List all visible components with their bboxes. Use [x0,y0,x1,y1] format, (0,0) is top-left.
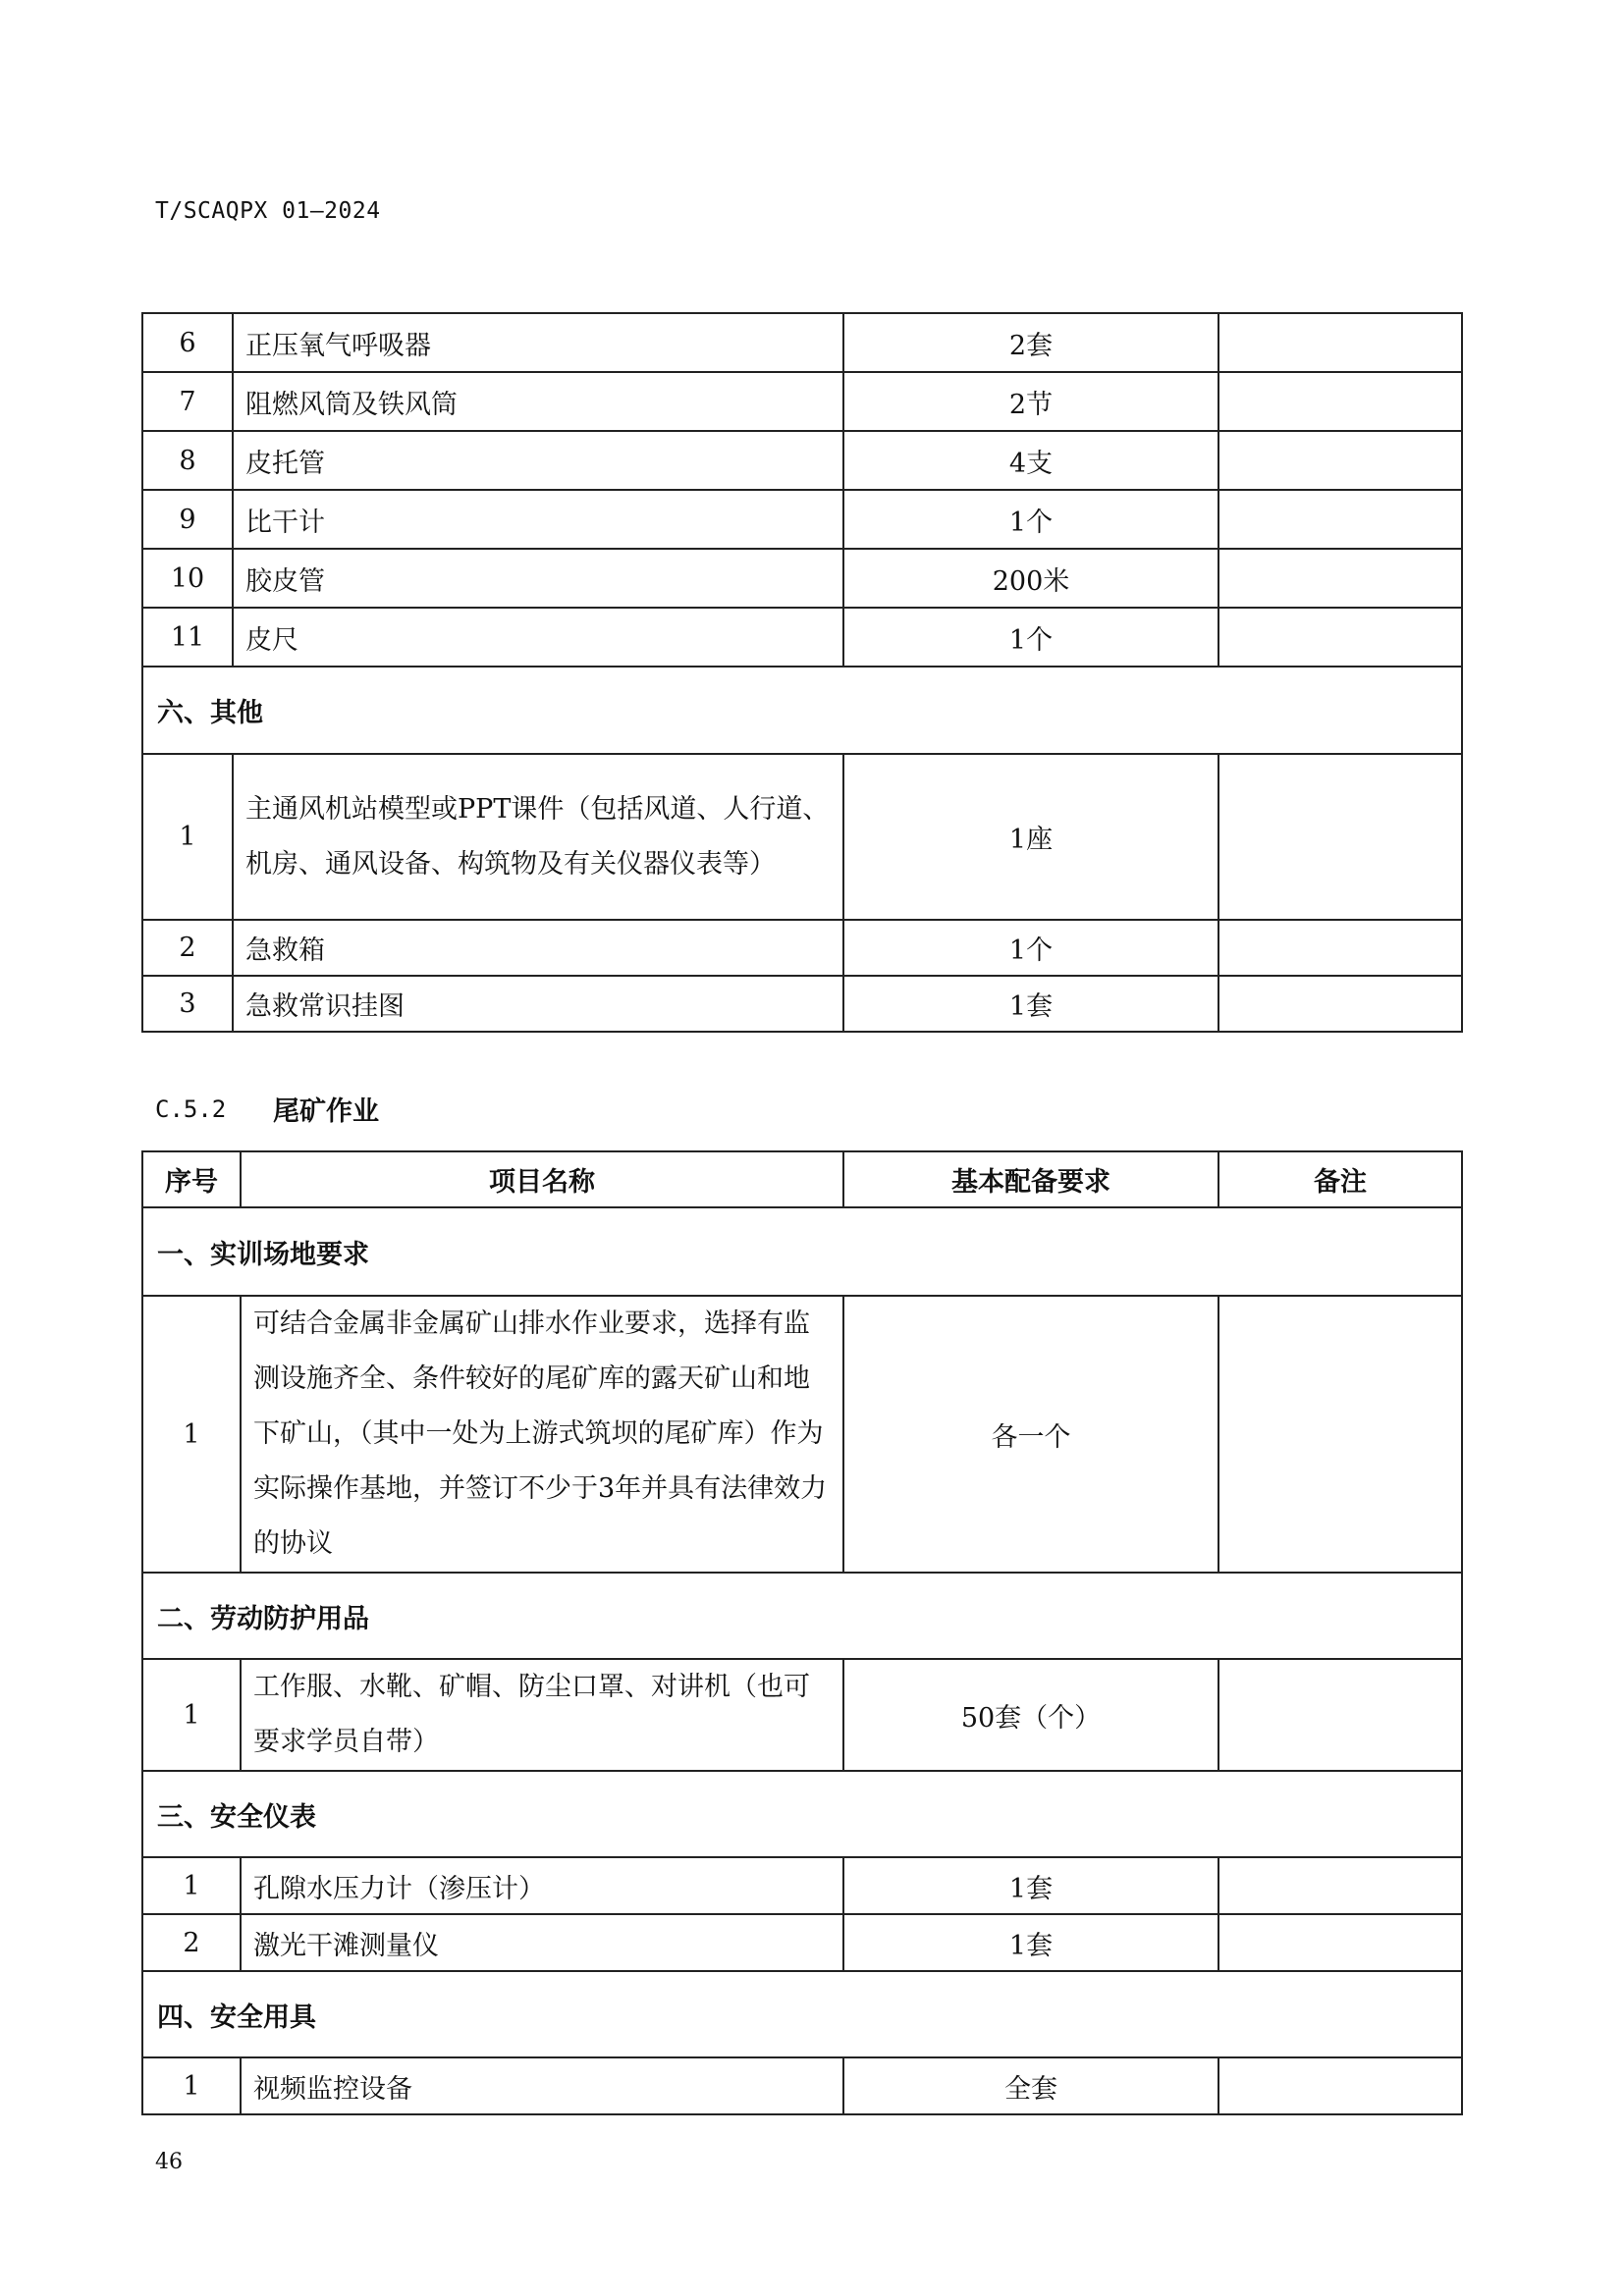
header-number: 序号 [142,1151,241,1207]
header-row [142,1151,1462,1207]
item-note [1218,1296,1462,1573]
row-number: 9 [142,490,233,549]
item-name: 正压氧气呼吸器 [233,313,843,372]
item-name: 皮尺 [233,608,843,667]
item-name: 胶皮管 [233,549,843,608]
item-name: 阻燃风筒及铁风筒 [233,372,843,431]
row-number: 1 [142,1857,241,1914]
table-row [142,608,1462,667]
table-row [142,920,1462,976]
item-requirement: 1套 [843,976,1218,1032]
item-note [1218,1857,1462,1914]
table-row [142,549,1462,608]
category-heading: 一、实训场地要求 [142,1207,1462,1296]
item-note [1218,2057,1462,2114]
standard-code: T/SCAQPX 01—2024 [155,198,381,224]
item-note [1218,608,1462,667]
item-name: 可结合金属非金属矿山排水作业要求，选择有监测设施齐全、条件较好的尾矿库的露天矿山和地下矿山，（其中一处为上游式筑坝的尾矿库）作为实际操作基地，并签订不少于3年并具有法律效力的协议 [241,1296,843,1573]
item-name: 工作服、水靴、矿帽、防尘口罩、对讲机（也可要求学员自带） [241,1659,843,1771]
item-requirement: 4支 [843,431,1218,490]
category-heading: 四、安全用具 [142,1971,1462,2057]
row-number: 7 [142,372,233,431]
equipment-table-continued [141,312,1463,1033]
row-number: 10 [142,549,233,608]
row-number: 11 [142,608,233,667]
row-number: 2 [142,1914,241,1971]
item-requirement: 50套（个） [843,1659,1218,1771]
row-number: 6 [142,313,233,372]
item-requirement: 1套 [843,1857,1218,1914]
table-row [142,431,1462,490]
category-row [142,1573,1462,1659]
item-name: 急救常识挂图 [233,976,843,1032]
row-number: 3 [142,976,233,1032]
item-note [1218,754,1462,920]
table-row [142,976,1462,1032]
section-number: C.5.2 [155,1095,227,1123]
item-requirement: 200米 [843,549,1218,608]
item-note [1218,549,1462,608]
tailings-equipment-table [141,1150,1463,2115]
category-heading: 二、劳动防护用品 [142,1573,1462,1659]
page-number: 46 [155,2150,183,2174]
row-number: 1 [142,1659,241,1771]
item-requirement: 全套 [843,2057,1218,2114]
category-row [142,1971,1462,2057]
item-requirement: 1座 [843,754,1218,920]
item-requirement: 2套 [843,313,1218,372]
category-heading: 三、安全仪表 [142,1771,1462,1857]
header-item-name: 项目名称 [241,1151,843,1207]
table-row [142,313,1462,372]
header-requirement: 基本配备要求 [843,1151,1218,1207]
header-note: 备注 [1218,1151,1462,1207]
item-requirement: 1个 [843,490,1218,549]
item-name: 视频监控设备 [241,2057,843,2114]
category-row [142,1771,1462,1857]
table-row [142,1659,1462,1771]
item-note [1218,431,1462,490]
row-number: 8 [142,431,233,490]
row-number: 1 [142,1296,241,1573]
table-row [142,372,1462,431]
item-name: 激光干滩测量仪 [241,1914,843,1971]
item-requirement: 1套 [843,1914,1218,1971]
item-note [1218,490,1462,549]
item-name: 皮托管 [233,431,843,490]
category-row [142,1207,1462,1296]
section-title: 尾矿作业 [273,1096,379,1127]
item-name: 比干计 [233,490,843,549]
table-row [142,754,1462,920]
section-heading [155,1090,379,1128]
table-row [142,1296,1462,1573]
item-note [1218,920,1462,976]
row-number: 2 [142,920,233,976]
item-requirement: 1个 [843,608,1218,667]
row-number: 1 [142,754,233,920]
table-row [142,1914,1462,1971]
category-row [142,667,1462,754]
item-requirement: 1个 [843,920,1218,976]
item-name: 孔隙水压力计（渗压计） [241,1857,843,1914]
item-requirement: 2节 [843,372,1218,431]
item-note [1218,1914,1462,1971]
item-requirement: 各一个 [843,1296,1218,1573]
item-note [1218,313,1462,372]
item-note [1218,1659,1462,1771]
table-row [142,1857,1462,1914]
item-note [1218,976,1462,1032]
item-name: 主通风机站模型或PPT课件（包括风道、人行道、机房、通风设备、构筑物及有关仪器仪表等） [233,754,843,920]
row-number: 1 [142,2057,241,2114]
table-row [142,2057,1462,2114]
table-row [142,490,1462,549]
category-heading: 六、其他 [142,667,1462,754]
item-note [1218,372,1462,431]
item-name: 急救箱 [233,920,843,976]
